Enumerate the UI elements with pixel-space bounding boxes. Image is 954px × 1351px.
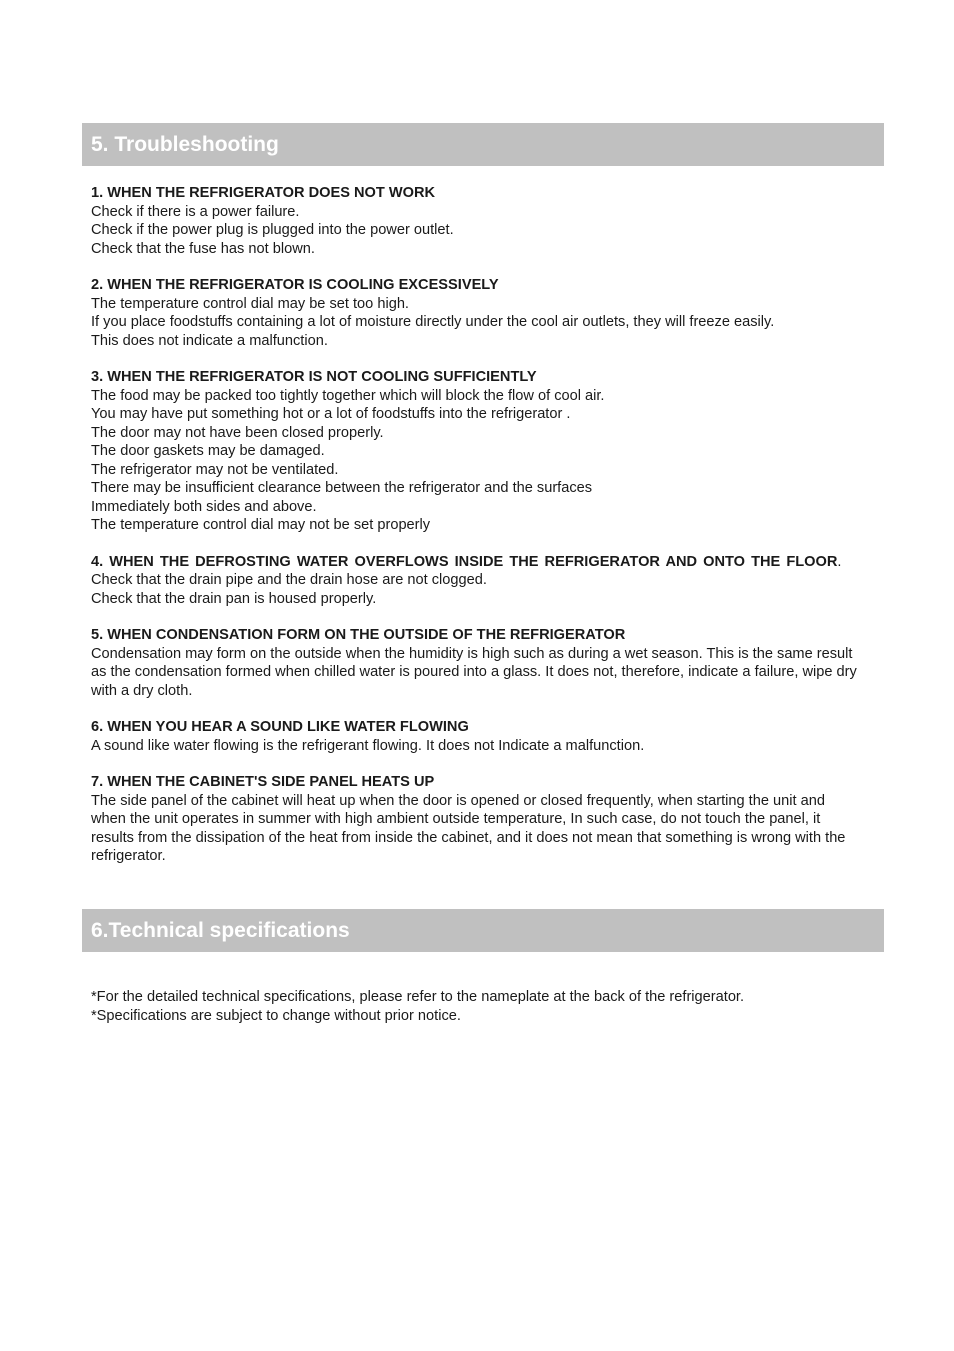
troubleshooting-item [91,368,863,535]
item-line: The refrigerator may not be ventilated. [91,461,339,478]
item-line: Check that the drain pan is housed properly. [91,590,377,607]
troubleshooting-item [91,276,863,350]
specification-notes [91,988,863,1025]
item-line: Check if there is a power failure. [91,203,300,220]
item-heading: 2. WHEN THE REFRIGERATOR IS COOLING EXCESSIVELY [91,277,499,293]
troubleshooting-item [91,184,863,258]
section-header-troubleshooting [82,123,884,166]
item-heading: 6. WHEN YOU HEAR A SOUND LIKE WATER FLOWING [91,719,469,735]
section-title: 6.Technical specifications [91,919,350,942]
item-line: Immediately both sides and above. [91,498,317,515]
item-line: The food may be packed too tightly together which will block the flow of cool air. [91,387,605,404]
section-title: 5. Troubleshooting [91,133,279,156]
spec-note: *Specifications are subject to change without prior notice. [91,1007,461,1024]
item-line: Check that the fuse has not blown. [91,240,315,257]
troubleshooting-item [91,626,863,700]
item-heading: 5. WHEN CONDENSATION FORM ON THE OUTSIDE OF THE REFRIGERATOR [91,627,626,643]
item-line: Check that the drain pipe and the drain hose are not clogged. [91,572,487,588]
item-line: Condensation may form on the outside when the humidity is high such as during a wet season. This is the same result as the condensation formed when chilled water is poured into a glass. It does not, therefore, indicate a failure, wipe dry with a dry cloth. [91,645,857,699]
item-line: The door gaskets may be damaged. [91,443,325,459]
item-line: A sound like water flowing is the refrigerant flowing. It does not Indicate a malfunction. [91,737,645,754]
item-heading: 1. WHEN THE REFRIGERATOR DOES NOT WORK [91,185,436,201]
item-heading: 7. WHEN THE CABINET'S SIDE PANEL HEATS UP [91,774,435,790]
item-line: The temperature control dial may be set too high. [91,295,409,312]
item-heading-text: 4. WHEN THE DEFROSTING WATER OVERFLOWS INSIDE THE REFRIGERATOR AND ONTO THE FLOOR [91,553,838,570]
item-heading-suffix: . [837,553,842,570]
item-line: The temperature control dial may not be set properly [91,517,431,533]
spec-note: *For the detailed technical specifications, please refer to the nameplate at the back of the refrigerator. [91,989,745,1005]
troubleshooting-item [91,773,863,866]
item-heading [91,553,863,572]
item-line: This does not indicate a malfunction. [91,332,328,349]
item-line: The door may not have been closed properly. [91,424,384,441]
item-line: Check if the power plug is plugged into the power outlet. [91,222,454,238]
troubleshooting-item [91,718,863,755]
item-line: There may be insufficient clearance between the refrigerator and the surfaces [91,480,593,496]
item-heading: 3. WHEN THE REFRIGERATOR IS NOT COOLING SUFFICIENTLY [91,369,537,385]
item-line: The side panel of the cabinet will heat up when the door is opened or closed frequently, when starting the unit and when the unit operates in summer with high ambient outside temperature, In such case, do not touch the panel, it results from the dissipation of the heat from inside the cabinet, and it does not mean that something is wrong with the refrigerator. [91,792,846,864]
troubleshooting-item [91,553,863,609]
item-line: If you place foodstuffs containing a lot of moisture directly under the cool air outlets, they will freeze easily. [91,314,775,330]
troubleshooting-list [91,184,863,884]
item-line: You may have put something hot or a lot of foodstuffs into the refrigerator . [91,406,571,422]
section-header-technical-specifications [82,909,884,952]
